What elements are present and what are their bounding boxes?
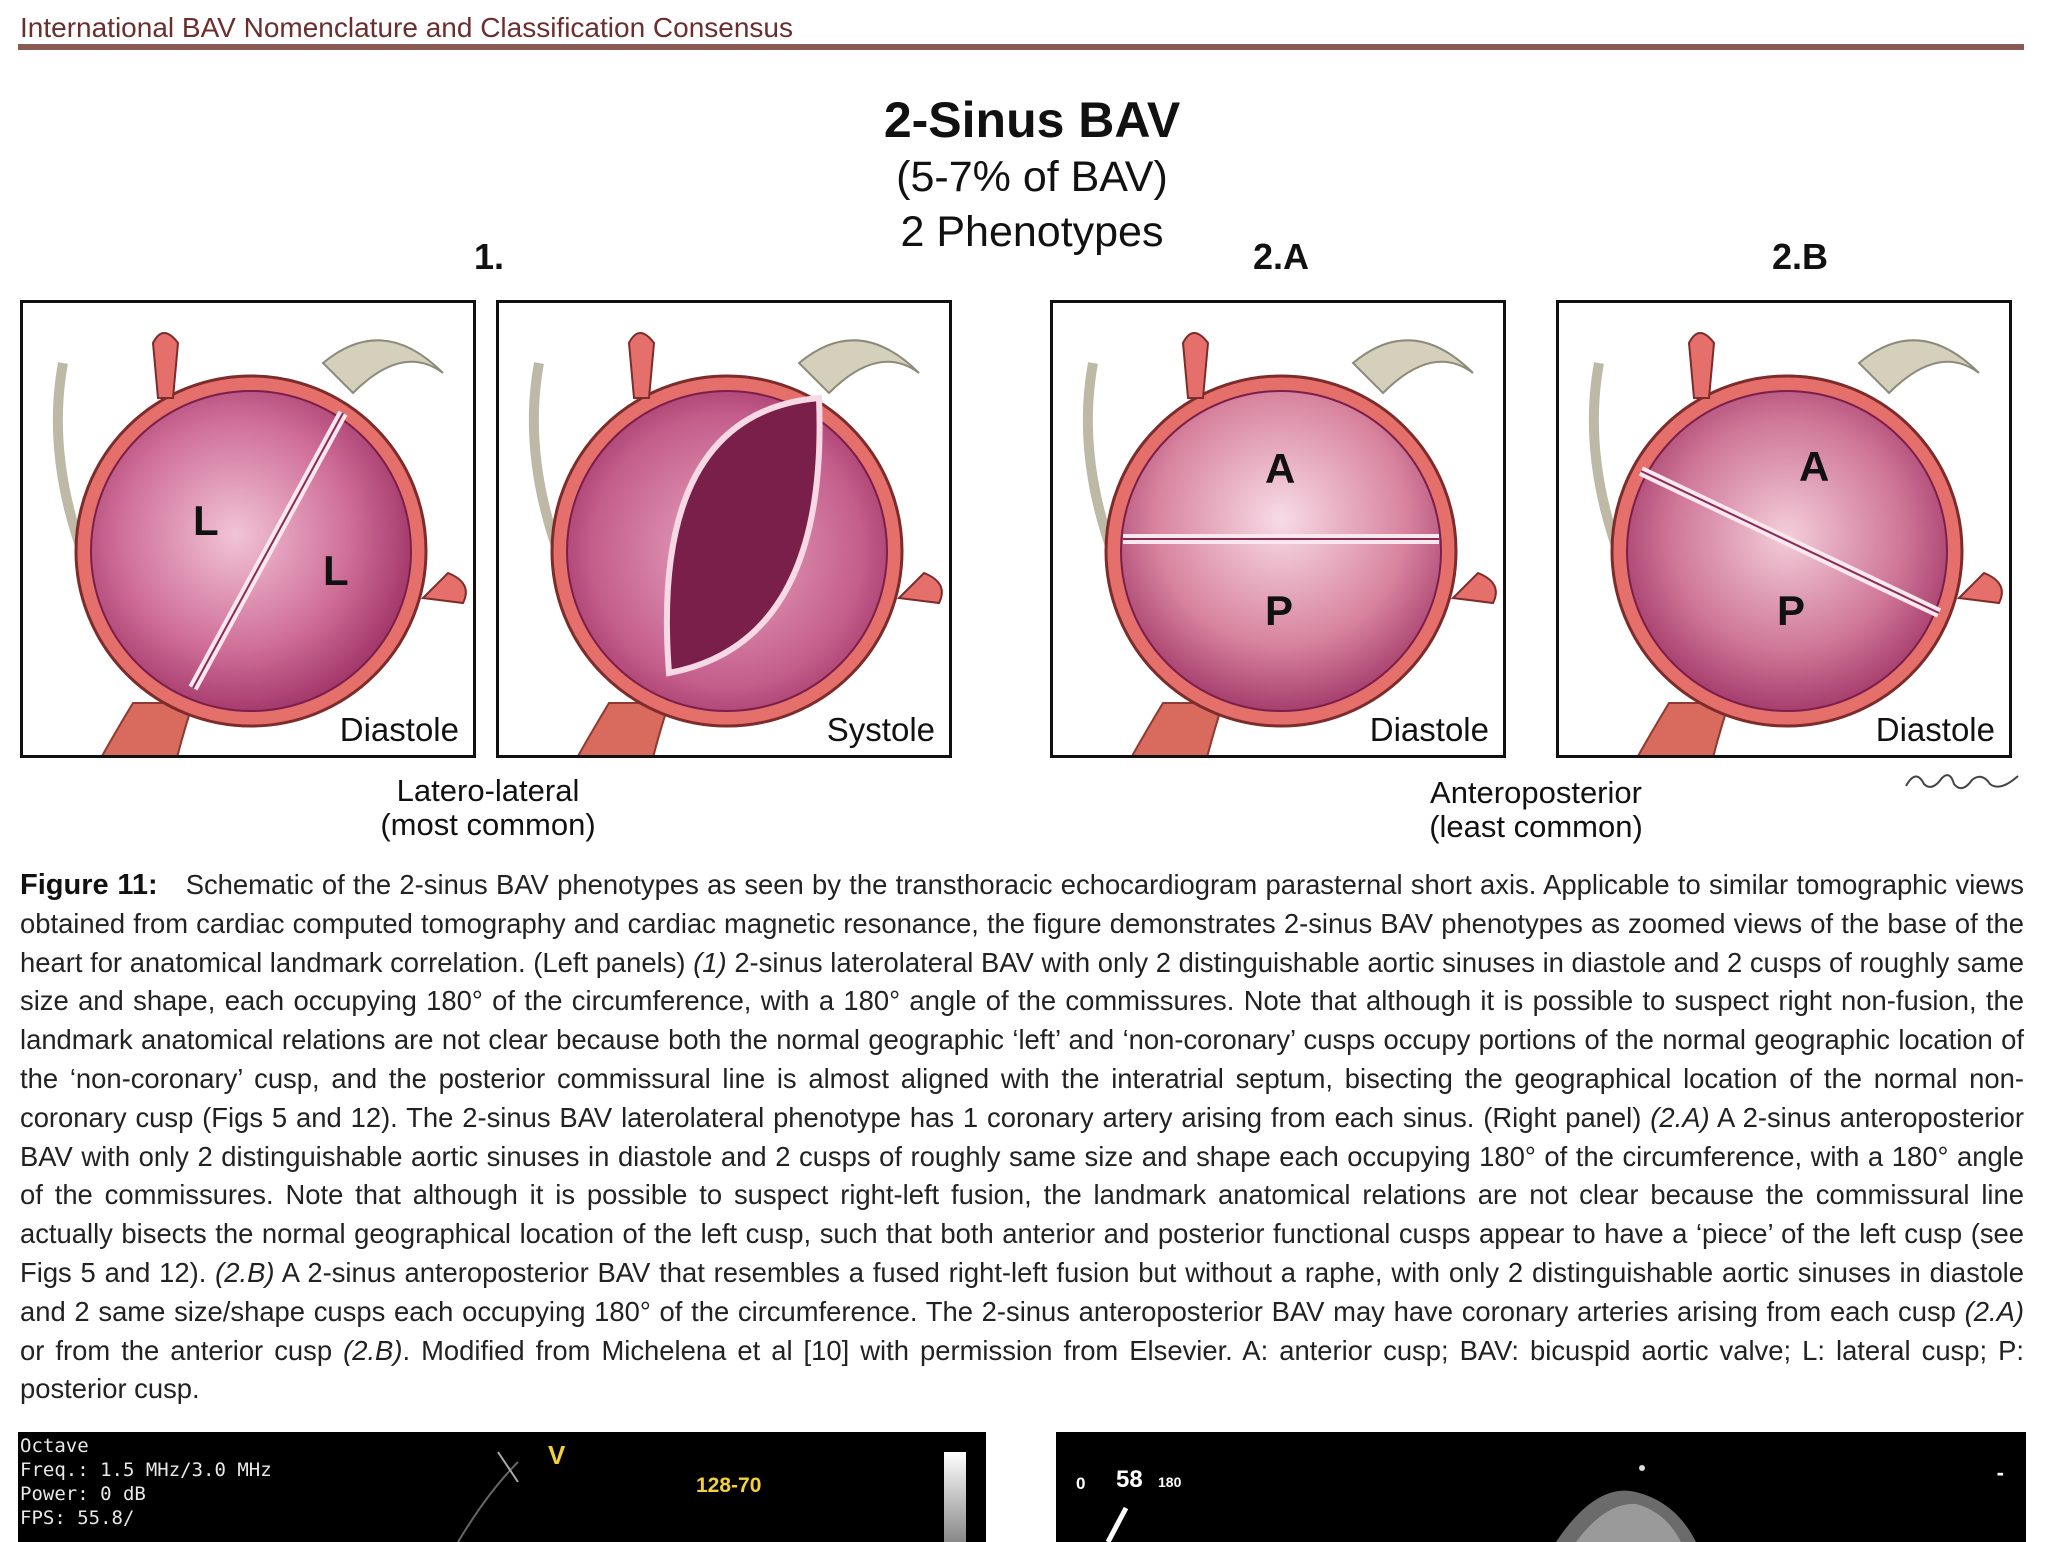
group-caption-laterolateral: Latero-lateral (most common) [380,773,596,842]
echo-sector [18,1432,986,1542]
phenotypes-note: 2 Phenotypes [900,208,1164,256]
valve-illustration [1559,303,2012,758]
valve-illustration [1053,303,1506,758]
running-head: International BAV Nomenclature and Classification Consensus [20,12,794,43]
figure-title-block [0,90,2048,260]
cusp-label-p: P [1265,587,1294,634]
panel-anteroposterior-2b [1556,300,2012,758]
phenotype-label-2b: 2.B [1772,236,1829,277]
cusp-label-l2: L [323,547,349,594]
artist-signature [1902,766,2022,796]
echo-image-left [18,1432,986,1542]
header-rule [18,44,2024,50]
group-caption-anteroposterior: Anteroposterior (least common) [1429,775,1643,844]
figure-title: 2-Sinus BAV [883,92,1181,148]
panel-laterolateral-diastole [20,300,476,758]
valve-illustration [499,303,952,758]
grayscale-bar [944,1452,966,1542]
cusp-label-a: A [1265,445,1296,492]
cusp-label-a: A [1799,443,1830,490]
echo-readout: Octave Freq.: 1.5 MHz/3.0 MHz Power: 0 dB FPS: 55.8/ [20,1435,272,1529]
cusp-label-l1: L [193,497,219,544]
phenotype-label-1: 1. [474,236,505,277]
figure-label: Figure 11: [20,869,158,901]
figure-subtitle: (5-7% of BAV) [896,153,1168,201]
panel-caption: Diastole [1369,711,1489,748]
valve-illustration [23,303,476,758]
echo-sector [1056,1432,2026,1542]
echo-marker: V [548,1440,566,1470]
phenotype-label-2a: 2.A [1253,236,1310,277]
angle-min-label: 0 [1076,1474,1086,1493]
echo-image-right [1056,1432,2026,1542]
figure-caption: Figure 11: Schematic of the 2-sinus BAV phenotypes as seen by the transthoracic echocardiogram parasternal short axis. Applicable to similar tomographic views obtained from cardiac computed tomography and cardiac magnetic resonance, the figure demonstrates 2-sinus BAV phenotypes as zoomed views of the base of the heart for anatomical landmark correlation. (Left panels) (1) 2-sinus laterolateral BAV with only 2 distinguishable aortic sinuses in diastole and 2 cusps of roughly same size and shape, each occupying 180° of the circumference, with a 180° angle of the commissures. Note that although it is possible to suspect right non-fusion, the landmark anatomical relations are not clear because both the normal geographic ‘left’ and ‘non-coronary’ cusps occupy portions of the normal geographic location of the ‘non-coronary’ cusp, and the posterior commissural line is almost aligned with the interatrial septum, bisecting the geographical location of the normal non-coronary cusp (Figs 5 and 12). The 2-sinus BAV laterolateral phenotype has 1 coronary artery arising from each sinus. (Right panel) (2.A) A 2-sinus anteroposterior BAV with only 2 distinguishable aortic sinuses in diastole and 2 cusps of roughly same size and shape each occupying 180° of the circumference, with a 180° angle of the commissures. Note that although it is possible to suspect right-left fusion, the landmark anatomical relations are not clear because the commissural line actually bisects the normal geographical location of the left cusp, such that both anterior and posterior functional cusps appear to have a ‘piece’ of the left cusp (see Figs 5 and 12). (2.B) A 2-sinus anteroposterior BAV that resembles a fused right-left fusion but without a raphe, with only 2 distinguishable aortic sinuses in diastole and 2 same size/shape cusps each occupying 180° of the circumference. The 2-sinus anteroposterior BAV may have coronary arteries arising from each cusp (2.A) or from the anterior cusp (2.B). Modified from Michelena et al [10] with permission from Elsevier. A: anterior cusp; BAV: bicuspid aortic valve; L: lateral cusp; P: posterior cusp. [20,869,2024,1405]
angle-readout: 58 [1116,1466,1143,1493]
panel-laterolateral-systole [496,300,952,758]
panel-caption: Systole [826,711,935,748]
angle-max-label: 180 [1158,1474,1182,1490]
panel-caption: Diastole [339,711,459,748]
panel-anteroposterior-2a [1050,300,1506,758]
echo-range: 128-70 [696,1474,762,1497]
panel-caption: Diastole [1875,711,1995,748]
scale-marker: - [1996,1460,2004,1485]
cusp-label-p: P [1777,587,1806,634]
